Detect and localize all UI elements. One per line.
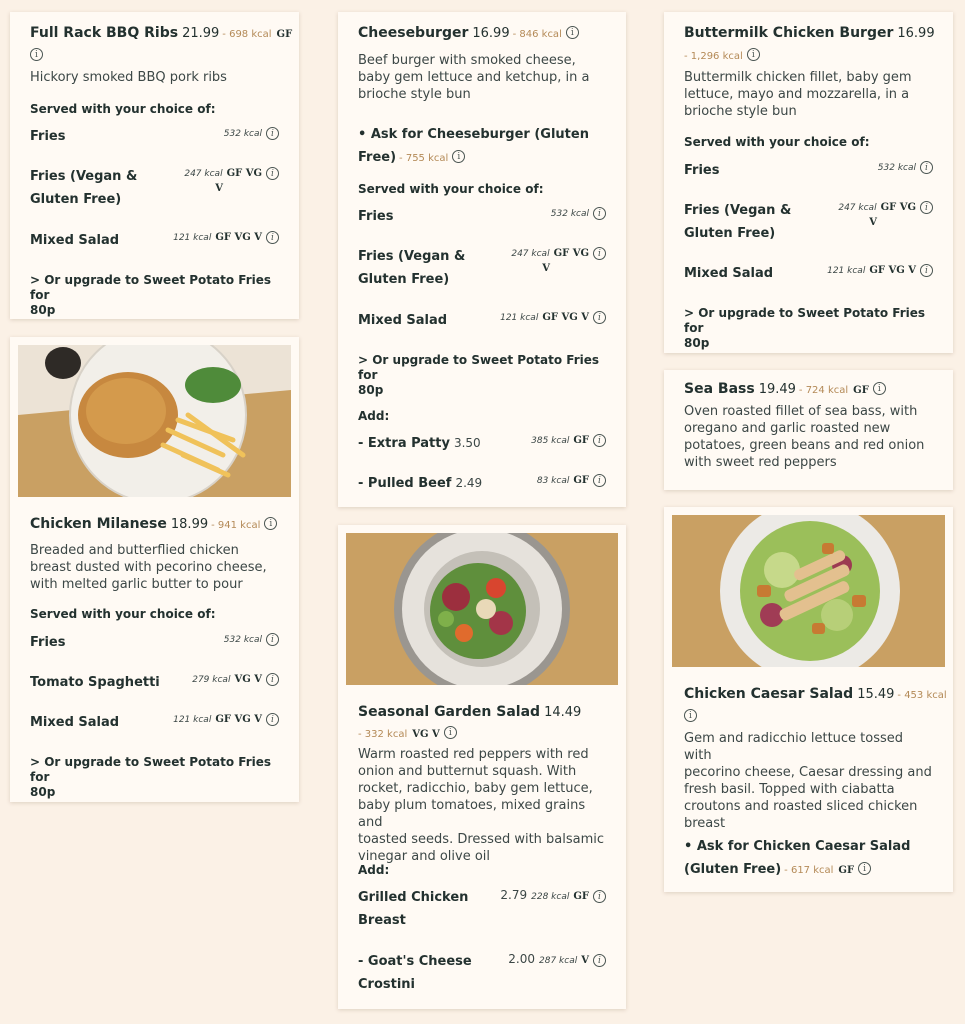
caesar-salad-image	[672, 515, 945, 667]
info-icon[interactable]: i	[452, 150, 465, 163]
desc-line: potatoes, green beans and red onion	[684, 438, 925, 453]
desc-line: with sweet red peppers	[684, 455, 837, 470]
option-name: Mixed Salad	[358, 313, 448, 328]
item-title: Chicken Milanese	[30, 516, 167, 532]
option-mixed-salad[interactable]	[30, 711, 279, 734]
dietary-tags: GF	[573, 475, 589, 486]
option-kcal: 532 kcal	[223, 129, 262, 139]
dish-photo-milanese	[18, 345, 291, 497]
ask-line2: Free)	[358, 150, 397, 165]
item-description	[684, 730, 933, 832]
garden-salad-image	[346, 533, 618, 685]
item-title: Chicken Caesar Salad	[684, 686, 854, 702]
info-icon[interactable]: i	[593, 247, 606, 260]
info-icon[interactable]: i	[593, 890, 606, 903]
option-kcal: 121 kcal	[500, 313, 539, 323]
option-name: Tomato Spaghetti	[30, 675, 160, 690]
add-pulled-beef[interactable]	[358, 472, 606, 495]
info-icon[interactable]: i	[266, 231, 279, 244]
item-kcal: - 453 kcal	[897, 690, 947, 701]
option-name-line1: Fries (Vegan &	[30, 169, 138, 184]
dietary-tags: GF	[573, 891, 589, 902]
addon-price: 2.49	[455, 476, 483, 490]
option-name: Fries	[30, 635, 66, 650]
item-price: 15.49	[857, 687, 895, 702]
option-kcal: 247 kcal	[511, 249, 550, 259]
info-icon[interactable]: i	[593, 207, 606, 220]
info-icon[interactable]: i	[593, 311, 606, 324]
option-fries[interactable]	[30, 125, 279, 148]
menu-card-sea-bass[interactable]	[664, 370, 953, 490]
desc-line: baby plum tomatoes, mixed grains and	[358, 798, 586, 830]
upgrade-link[interactable]	[30, 755, 279, 800]
menu-card-chicken-milanese[interactable]	[10, 337, 299, 802]
dietary-tags: GF VG	[553, 248, 589, 259]
option-mixed-salad[interactable]	[30, 229, 279, 252]
item-kcal: - 724 kcal	[798, 385, 849, 396]
desc-line: toasted seeds. Dressed with balsamic	[358, 832, 605, 847]
desc-line: Breaded and butterflied chicken	[30, 543, 239, 558]
info-icon[interactable]: i	[747, 48, 760, 61]
dietary-tags: V	[581, 955, 589, 966]
dietary-tags: GF VG V	[869, 265, 916, 276]
item-title: Buttermilk Chicken Burger	[684, 25, 894, 41]
dietary-tags: GF VG	[880, 202, 916, 213]
option-name: Mixed Salad	[30, 715, 120, 730]
add-grilled-chicken[interactable]	[358, 886, 606, 932]
served-with-label: Served with your choice of:	[358, 182, 544, 196]
dietary-tag-v: V	[869, 217, 877, 228]
gf-tag: GF	[853, 385, 869, 396]
option-kcal: 532 kcal	[877, 163, 916, 173]
addon-kcal: 287 kcal	[539, 956, 578, 966]
ask-kcal: - 617 kcal	[784, 865, 834, 876]
addon-name-line1: - Goat's Cheese	[358, 954, 472, 969]
info-icon[interactable]: i	[266, 633, 279, 646]
info-icon[interactable]: i	[920, 161, 933, 174]
option-name: Mixed Salad	[30, 233, 120, 248]
item-description	[684, 403, 933, 471]
option-fries[interactable]	[358, 205, 606, 228]
served-with-label: Served with your choice of:	[30, 102, 216, 116]
addon-name-line2: Breast	[358, 913, 406, 928]
item-description	[358, 52, 606, 103]
menu-card-bbq-ribs[interactable]	[10, 12, 299, 319]
desc-line: pecorino cheese, Caesar dressing and	[684, 765, 932, 780]
milanese-plate-image	[18, 345, 291, 497]
option-name-line1: Fries (Vegan &	[684, 203, 792, 218]
addon-price: 3.50	[453, 436, 481, 450]
item-price: 19.49	[758, 382, 796, 397]
desc-line: breast	[684, 816, 726, 831]
upgrade-line2: 80p	[358, 383, 384, 397]
desc-line: vinegar and olive oil	[358, 849, 491, 864]
dish-photo-garden-salad	[346, 533, 618, 685]
item-title: Full Rack BBQ Ribs	[30, 25, 179, 41]
info-icon[interactable]: i	[566, 26, 579, 39]
option-kcal: 279 kcal	[192, 675, 231, 685]
addon-kcal: 228 kcal	[531, 892, 570, 902]
dietary-tags: VG V	[234, 674, 262, 685]
option-mixed-salad[interactable]	[684, 262, 933, 285]
desc-line: Warm roasted red peppers with red	[358, 747, 589, 762]
desc-line: breast dusted with pecorino cheese,	[30, 560, 267, 575]
option-fries-vegan-gf[interactable]	[30, 165, 279, 211]
item-kcal: - 846 kcal	[512, 29, 562, 40]
option-kcal: 121 kcal	[173, 233, 212, 243]
desc-line: with melted garlic butter to pour	[30, 577, 243, 592]
option-kcal: 247 kcal	[838, 203, 877, 213]
option-fries[interactable]	[30, 631, 279, 654]
dietary-tags: GF VG	[226, 168, 262, 179]
info-icon[interactable]: i	[920, 264, 933, 277]
upgrade-line1: > Or upgrade to Sweet Potato Fries for	[684, 306, 926, 335]
menu-card-chicken-caesar-salad[interactable]	[664, 507, 953, 892]
desc-line: Buttermilk chicken fillet, baby gem	[684, 70, 912, 85]
upgrade-line1: > Or upgrade to Sweet Potato Fries for	[358, 353, 600, 382]
gluten-free-option[interactable]	[684, 835, 933, 881]
gf-tag: GF	[276, 29, 293, 40]
info-icon[interactable]: i	[920, 201, 933, 214]
option-name: Fries	[358, 209, 394, 224]
desc-line: Gem and radicchio lettuce tossed with	[684, 731, 904, 763]
addon-kcal: 83 kcal	[536, 476, 570, 486]
addon-kcal: 385 kcal	[531, 436, 570, 446]
info-icon[interactable]: i	[266, 673, 279, 686]
item-kcal: - 332 kcal	[358, 729, 408, 740]
item-kcal: - 1,296 kcal	[684, 51, 743, 62]
addon-name-line2: Crostini	[358, 977, 416, 992]
desc-line: onion and butternut squash. With	[358, 764, 577, 779]
option-fries-vegan-gf[interactable]	[684, 199, 933, 245]
item-title: Seasonal Garden Salad	[358, 704, 541, 720]
desc-line: brioche style bun	[684, 104, 797, 119]
ask-line1: • Ask for Chicken Caesar Salad	[684, 839, 911, 854]
ask-kcal: - 755 kcal	[399, 153, 449, 164]
desc-line: oregano and garlic roasted new	[684, 421, 891, 436]
addon-price: 2.79	[500, 888, 528, 902]
option-kcal: 247 kcal	[184, 169, 223, 179]
gluten-free-option[interactable]	[358, 123, 606, 169]
info-icon[interactable]: i	[266, 127, 279, 140]
item-kcal: - 941 kcal	[211, 520, 261, 531]
info-icon[interactable]: i	[264, 517, 277, 530]
upgrade-line1: > Or upgrade to Sweet Potato Fries for	[30, 755, 272, 784]
option-kcal: 532 kcal	[550, 209, 589, 219]
dietary-tag-v: V	[215, 183, 223, 194]
item-description	[30, 542, 279, 593]
served-with-label: Served with your choice of:	[30, 607, 216, 621]
info-icon[interactable]: i	[858, 862, 871, 875]
upgrade-link[interactable]	[684, 306, 933, 351]
info-icon[interactable]: i	[593, 954, 606, 967]
option-name: Fries	[30, 129, 66, 144]
item-title: Cheeseburger	[358, 25, 469, 41]
dietary-tags: GF VG V	[215, 232, 262, 243]
option-name-line2: Gluten Free)	[684, 226, 776, 241]
option-kcal: 121 kcal	[173, 715, 212, 725]
add-label: Add:	[358, 863, 390, 877]
option-fries-vegan-gf[interactable]	[358, 245, 606, 291]
option-name-line1: Fries (Vegan &	[358, 249, 466, 264]
option-name-line2: Gluten Free)	[358, 272, 450, 287]
desc-line: rocket, radicchio, baby gem lettuce,	[358, 781, 593, 796]
item-price: 16.99	[897, 26, 935, 41]
addon-name: - Pulled Beef	[358, 476, 452, 491]
desc-line: Oven roasted fillet of sea bass, with	[684, 404, 918, 419]
item-description	[358, 746, 606, 865]
info-icon[interactable]: i	[266, 713, 279, 726]
add-extra-patty[interactable]	[358, 432, 606, 455]
item-description	[684, 69, 933, 120]
info-icon[interactable]: i	[593, 434, 606, 447]
item-price: 21.99	[182, 26, 220, 41]
dietary-tags: GF VG V	[215, 714, 262, 725]
option-name-line2: Gluten Free)	[30, 192, 122, 207]
item-description: Hickory smoked BBQ pork ribs	[30, 70, 227, 85]
desc-line: brioche style bun	[358, 87, 471, 102]
desc-line: fresh basil. Topped with ciabatta	[684, 782, 895, 797]
addon-price: 2.00	[508, 952, 536, 966]
addon-name-line1: Grilled Chicken	[358, 890, 469, 905]
item-title: Sea Bass	[684, 381, 755, 397]
dish-photo-caesar-salad	[672, 515, 945, 667]
addon-name: - Extra Patty	[358, 436, 450, 451]
upgrade-link[interactable]	[30, 273, 279, 318]
menu-card-seasonal-garden-salad[interactable]	[338, 525, 626, 1009]
option-kcal: 532 kcal	[223, 635, 262, 645]
gf-tag: GF	[838, 865, 855, 876]
item-kcal: - 698 kcal	[222, 29, 272, 40]
menu-card-cheeseburger[interactable]	[338, 12, 626, 507]
ask-line1: • Ask for Cheeseburger (Gluten	[358, 127, 589, 142]
desc-line: croutons and roasted sliced chicken	[684, 799, 918, 814]
option-name: Fries	[684, 163, 720, 178]
dietary-tags: GF	[573, 435, 589, 446]
upgrade-line2: 80p	[30, 303, 56, 317]
add-label: Add:	[358, 409, 390, 423]
info-icon[interactable]: i	[444, 726, 457, 739]
desc-line: baby gem lettuce and ketchup, in a	[358, 70, 590, 85]
upgrade-line2: 80p	[30, 785, 56, 799]
option-tomato-spaghetti[interactable]	[30, 671, 279, 694]
option-mixed-salad[interactable]	[358, 309, 606, 332]
upgrade-link[interactable]	[358, 353, 606, 398]
option-name: Mixed Salad	[684, 266, 774, 281]
info-icon[interactable]: i	[873, 382, 886, 395]
item-price: 18.99	[170, 517, 209, 532]
option-kcal: 121 kcal	[827, 266, 866, 276]
add-goats-cheese-crostini[interactable]	[358, 950, 606, 996]
option-fries[interactable]	[684, 159, 933, 182]
ask-line2: (Gluten Free)	[684, 862, 782, 877]
desc-line: lettuce, mayo and mozzarella, in a	[684, 87, 910, 102]
info-icon[interactable]: i	[266, 167, 279, 180]
item-price: 14.49	[544, 705, 582, 720]
dietary-tag-v: V	[542, 263, 550, 274]
dietary-tags: GF VG V	[542, 312, 589, 323]
dietary-tags: VG V	[412, 729, 440, 740]
menu-card-buttermilk-chicken-burger[interactable]	[664, 12, 953, 353]
upgrade-line1: > Or upgrade to Sweet Potato Fries for	[30, 273, 272, 302]
desc-line: Beef burger with smoked cheese,	[358, 53, 576, 68]
served-with-label: Served with your choice of:	[684, 135, 870, 149]
info-icon[interactable]: i	[684, 709, 697, 722]
upgrade-line2: 80p	[684, 336, 710, 350]
item-price: 16.99	[472, 26, 510, 41]
info-icon[interactable]: i	[30, 48, 43, 61]
info-icon[interactable]: i	[593, 474, 606, 487]
